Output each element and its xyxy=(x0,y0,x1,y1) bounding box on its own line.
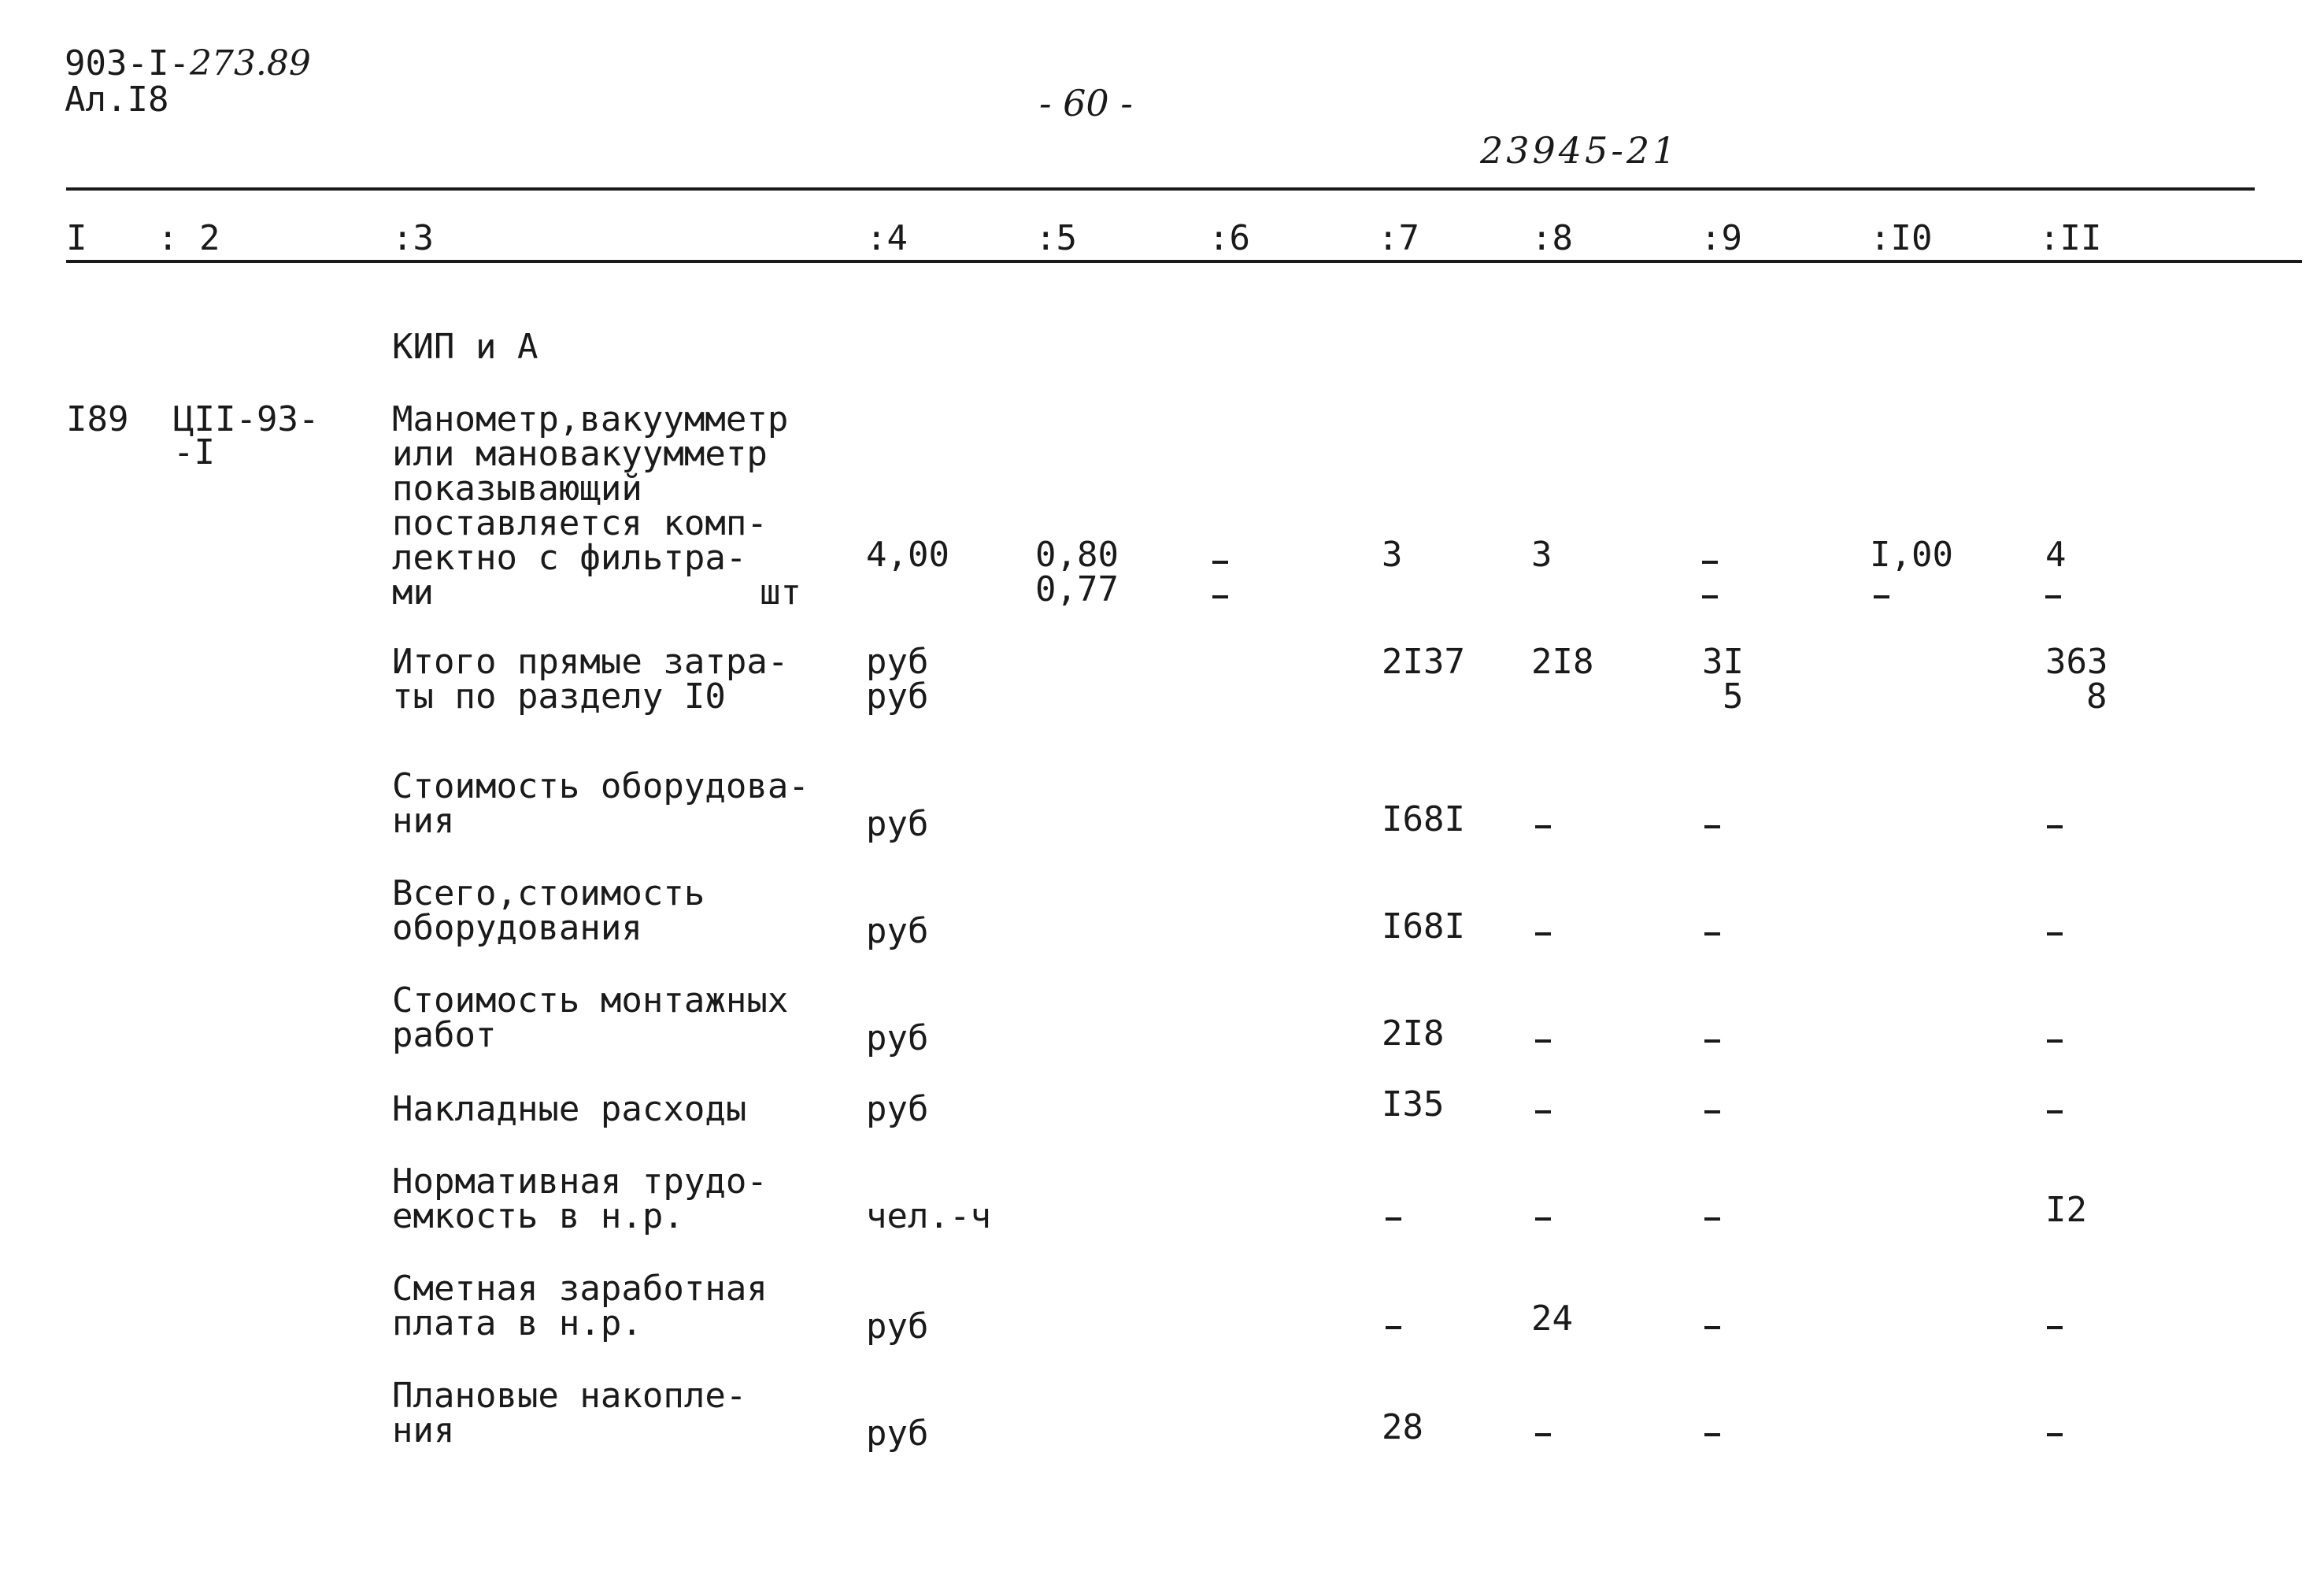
item-col8: 3 xyxy=(1531,535,1552,575)
summary-unit: руб xyxy=(866,676,929,717)
summary-col7: I68I xyxy=(1382,799,1465,839)
col-header-1: I xyxy=(66,218,87,258)
dash-mark xyxy=(1535,825,1551,828)
summary-col8: 24 xyxy=(1531,1299,1573,1339)
dash-mark xyxy=(1874,595,1889,598)
top-rule xyxy=(66,187,2255,191)
document-code-print: 903-I- xyxy=(65,43,190,83)
col-header-6: :6 xyxy=(1208,218,1250,258)
archive-number: 23945-21 xyxy=(1480,129,1679,172)
dash-mark xyxy=(1704,825,1720,828)
summary-col9-a: 3I xyxy=(1702,642,1744,682)
summary-col7: 28 xyxy=(1382,1407,1423,1447)
dash-mark xyxy=(1212,595,1228,598)
item-desc-line: лектно с фильтра- xyxy=(392,538,747,578)
dash-mark xyxy=(2047,825,2063,828)
summary-label: Всего,стоимость xyxy=(392,873,705,913)
dash-mark xyxy=(1702,561,1718,564)
summary-label: оборудования xyxy=(392,908,642,948)
dash-mark xyxy=(1704,1110,1720,1113)
dash-mark xyxy=(1386,1217,1401,1221)
summary-col7: 2I8 xyxy=(1382,1013,1445,1054)
col-header-5: :5 xyxy=(1035,218,1077,258)
dash-mark xyxy=(1535,932,1551,935)
summary-col7: 2I37 xyxy=(1382,642,1465,682)
dash-mark xyxy=(1386,1326,1401,1329)
summary-col7: I68I xyxy=(1382,906,1465,947)
summary-label: ния xyxy=(392,801,455,841)
summary-unit: руб xyxy=(866,911,929,951)
summary-col11-a: 363 xyxy=(2045,642,2108,682)
summary-col9-b: 5 xyxy=(1723,676,1744,717)
dash-mark xyxy=(1704,1217,1720,1221)
summary-label: емкость в н.р. xyxy=(392,1196,684,1236)
summary-label: Накладные расходы xyxy=(392,1089,747,1129)
document-code xyxy=(65,43,311,83)
summary-col11: I2 xyxy=(2045,1190,2087,1230)
summary-label: работ xyxy=(392,1015,497,1055)
summary-unit: руб xyxy=(866,1089,929,1129)
summary-unit: руб xyxy=(866,1306,929,1347)
item-col4: 4,00 xyxy=(866,535,949,575)
dash-mark xyxy=(1535,1110,1551,1113)
dash-mark xyxy=(1704,1039,1720,1043)
document-code-handwritten: 273.89 xyxy=(189,43,311,83)
item-col7: 3 xyxy=(1382,535,1403,575)
dash-mark xyxy=(2047,1039,2063,1043)
summary-label: ния xyxy=(392,1410,455,1450)
col-header-8: :8 xyxy=(1531,218,1573,258)
dash-mark xyxy=(2047,1433,2063,1436)
col-header-3: :3 xyxy=(392,218,434,258)
item-desc-line: Манометр,вакуумметр xyxy=(392,399,789,439)
item-col10: I,00 xyxy=(1870,535,1953,575)
item-code-line2: -I xyxy=(173,432,215,472)
item-col11: 4 xyxy=(2045,535,2067,575)
summary-label: Сметная заработная xyxy=(392,1269,768,1309)
item-desc-line: поставляется комп- xyxy=(392,503,768,543)
dash-mark xyxy=(1704,932,1720,935)
summary-label: Стоимость оборудова- xyxy=(392,766,809,806)
summary-label: Нормативная трудо- xyxy=(392,1161,768,1202)
item-desc-line: или мановакуумметр xyxy=(392,434,768,474)
col-header-11: :II xyxy=(2039,218,2102,258)
col-header-9: :9 xyxy=(1700,218,1742,258)
dash-mark xyxy=(1704,1326,1720,1329)
summary-unit: руб xyxy=(866,1413,929,1454)
summary-col11-b: 8 xyxy=(2086,676,2108,717)
summary-unit: руб xyxy=(866,642,929,682)
dash-mark xyxy=(1535,1039,1551,1043)
dash-mark xyxy=(2047,1110,2063,1113)
item-number: I89 xyxy=(66,399,129,439)
summary-unit: руб xyxy=(866,804,929,844)
item-desc-line: ми xyxy=(392,572,434,613)
dash-mark xyxy=(2047,1326,2063,1329)
summary-col8: 2I8 xyxy=(1531,642,1594,682)
dash-mark xyxy=(1212,561,1228,564)
item-desc-line: показывающий xyxy=(392,469,642,509)
item-col5-b: 0,77 xyxy=(1035,569,1119,609)
dash-mark xyxy=(1704,1433,1720,1436)
col-header-2: : 2 xyxy=(157,218,220,258)
col-header-10: :I0 xyxy=(1870,218,1933,258)
dash-mark xyxy=(2047,932,2063,935)
col-header-4: :4 xyxy=(866,218,908,258)
dash-mark xyxy=(1702,595,1718,598)
dash-mark xyxy=(2045,595,2061,598)
summary-unit: чел.-ч xyxy=(866,1196,991,1236)
dash-mark xyxy=(1535,1433,1551,1436)
summary-label: Стоимость монтажных xyxy=(392,980,789,1021)
page-number: - 60 - xyxy=(1039,82,1133,124)
summary-label: ты по разделу I0 xyxy=(392,676,726,717)
item-code-line1: ЦII-93- xyxy=(173,399,320,439)
item-col5-a: 0,80 xyxy=(1035,535,1119,575)
summary-label: плата в н.р. xyxy=(392,1303,642,1343)
summary-unit: руб xyxy=(866,1018,929,1058)
summary-col7: I35 xyxy=(1382,1084,1445,1124)
col-header-7: :7 xyxy=(1378,218,1419,258)
dash-mark xyxy=(1535,1217,1551,1221)
album-number: Ал.I8 xyxy=(65,80,169,120)
header-bottom-rule xyxy=(66,260,2302,263)
section-title: КИП и А xyxy=(392,327,538,367)
summary-label: Плановые накопле- xyxy=(392,1376,747,1416)
item-unit: шт xyxy=(760,572,801,613)
summary-label: Итого прямые затра- xyxy=(392,642,789,682)
